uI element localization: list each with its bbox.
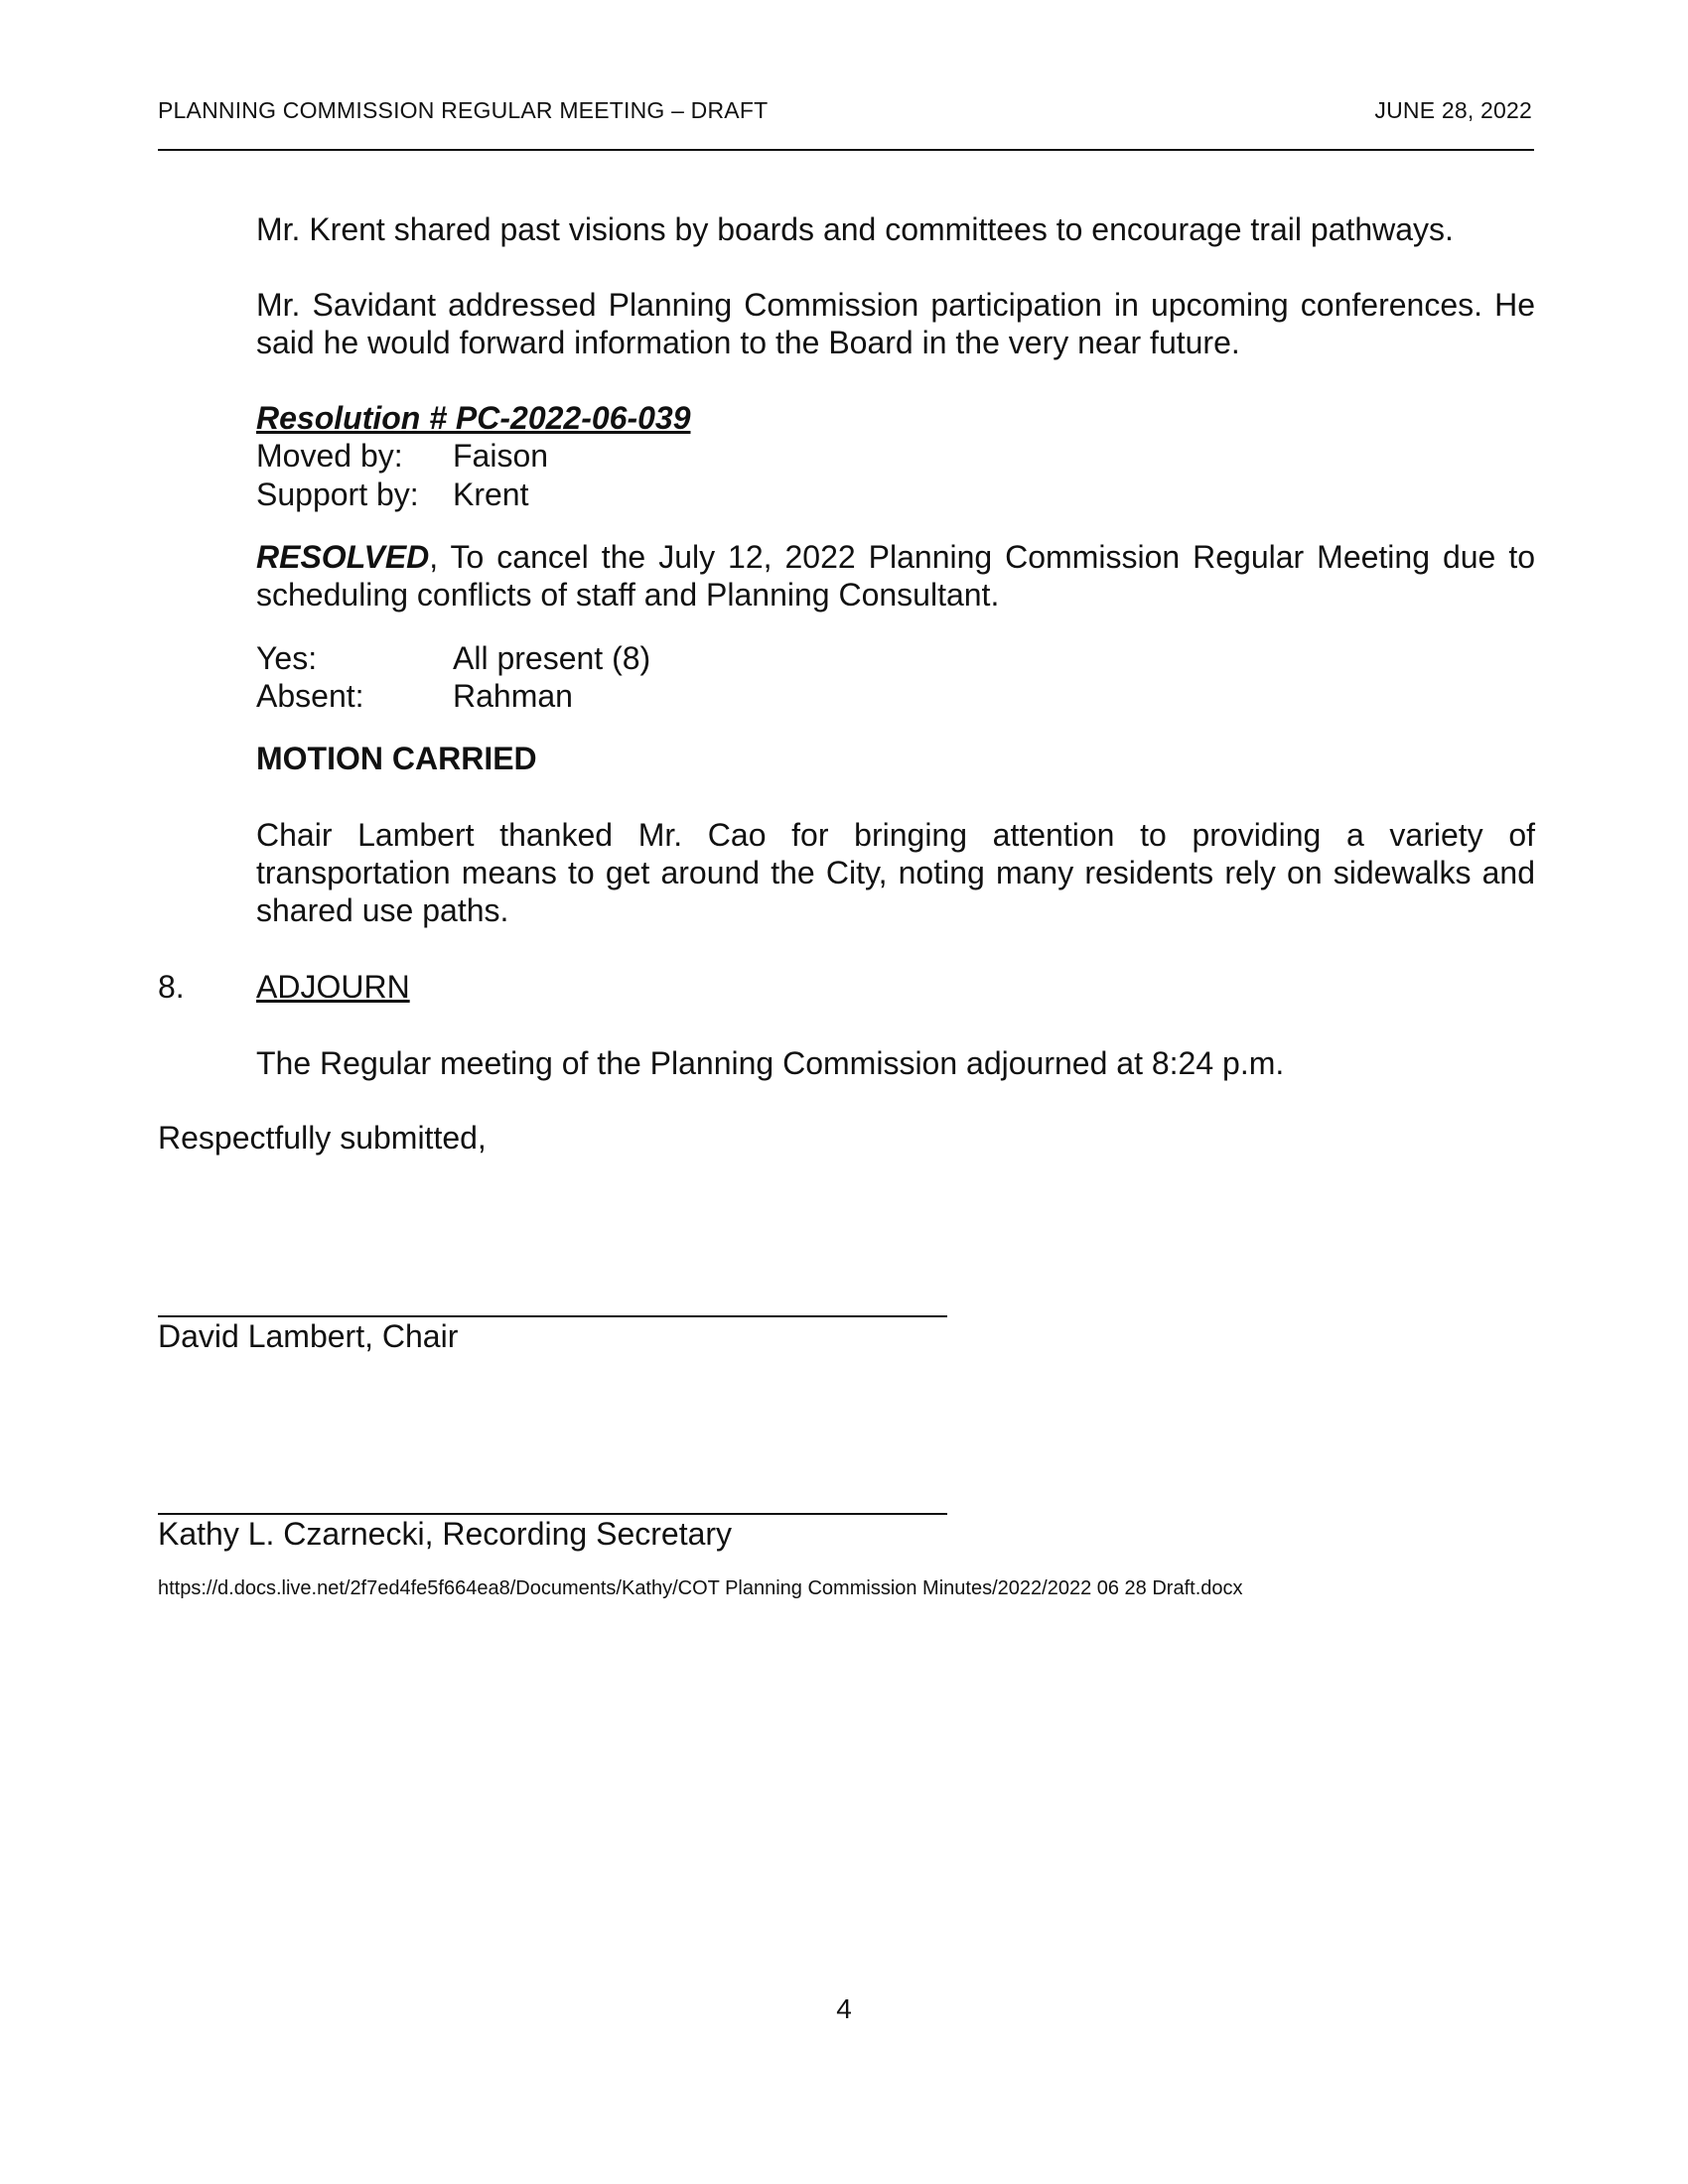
resolved-text: , To cancel the July 12, 2022 Planning Commission Regular Meeting due to scheduling conflicts of staff and Planning Consultant. <box>256 539 1535 613</box>
paragraph-adjourn: The Regular meeting of the Planning Commission adjourned at 8:24 p.m. <box>256 1045 1285 1081</box>
vote-yes-label: Yes: <box>256 640 318 676</box>
vote-absent-value: Rahman <box>453 678 573 714</box>
running-header-date: JUNE 28, 2022 <box>1374 97 1532 123</box>
moved-by-value: Faison <box>453 438 549 474</box>
resolution-title: Resolution # PC-2022-06-039 <box>256 400 691 436</box>
section-number: 8. <box>158 969 185 1005</box>
paragraph-krent: Mr. Krent shared past visions by boards and committees to encourage trail pathways. <box>256 211 1454 247</box>
vote-yes-value: All present (8) <box>453 640 651 676</box>
header-divider <box>158 149 1534 151</box>
resolved-keyword: RESOLVED <box>256 539 430 575</box>
moved-by-label: Moved by: <box>256 438 403 474</box>
page-number: 4 <box>836 1993 852 2024</box>
vote-absent-label: Absent: <box>256 678 364 714</box>
signature-name-chair: David Lambert, Chair <box>158 1318 459 1354</box>
support-by-label: Support by: <box>256 477 419 512</box>
section-title-adjourn: ADJOURN <box>256 969 410 1005</box>
paragraph-savidant: Mr. Savidant addressed Planning Commission participation in upcoming conferences. He said he would forward information to the Board in the very near future. <box>256 287 1535 360</box>
document-file-path: https://d.docs.live.net/2f7ed4fe5f664ea8/Documents/Kathy/COT Planning Commission Minutes/2022/2022 06 28 Draft.docx <box>158 1577 1243 1599</box>
support-by-value: Krent <box>453 477 529 512</box>
running-header-title: PLANNING COMMISSION REGULAR MEETING – DRAFT <box>158 97 769 123</box>
motion-carried: MOTION CARRIED <box>256 741 537 776</box>
signature-name-secretary: Kathy L. Czarnecki, Recording Secretary <box>158 1516 733 1552</box>
resolved-paragraph <box>256 538 1535 614</box>
closing-remark: Respectfully submitted, <box>158 1120 487 1156</box>
paragraph-chair: Chair Lambert thanked Mr. Cao for bringing attention to providing a variety of transportation means to get around the City, noting many residents rely on sidewalks and shared use paths. <box>256 817 1535 928</box>
